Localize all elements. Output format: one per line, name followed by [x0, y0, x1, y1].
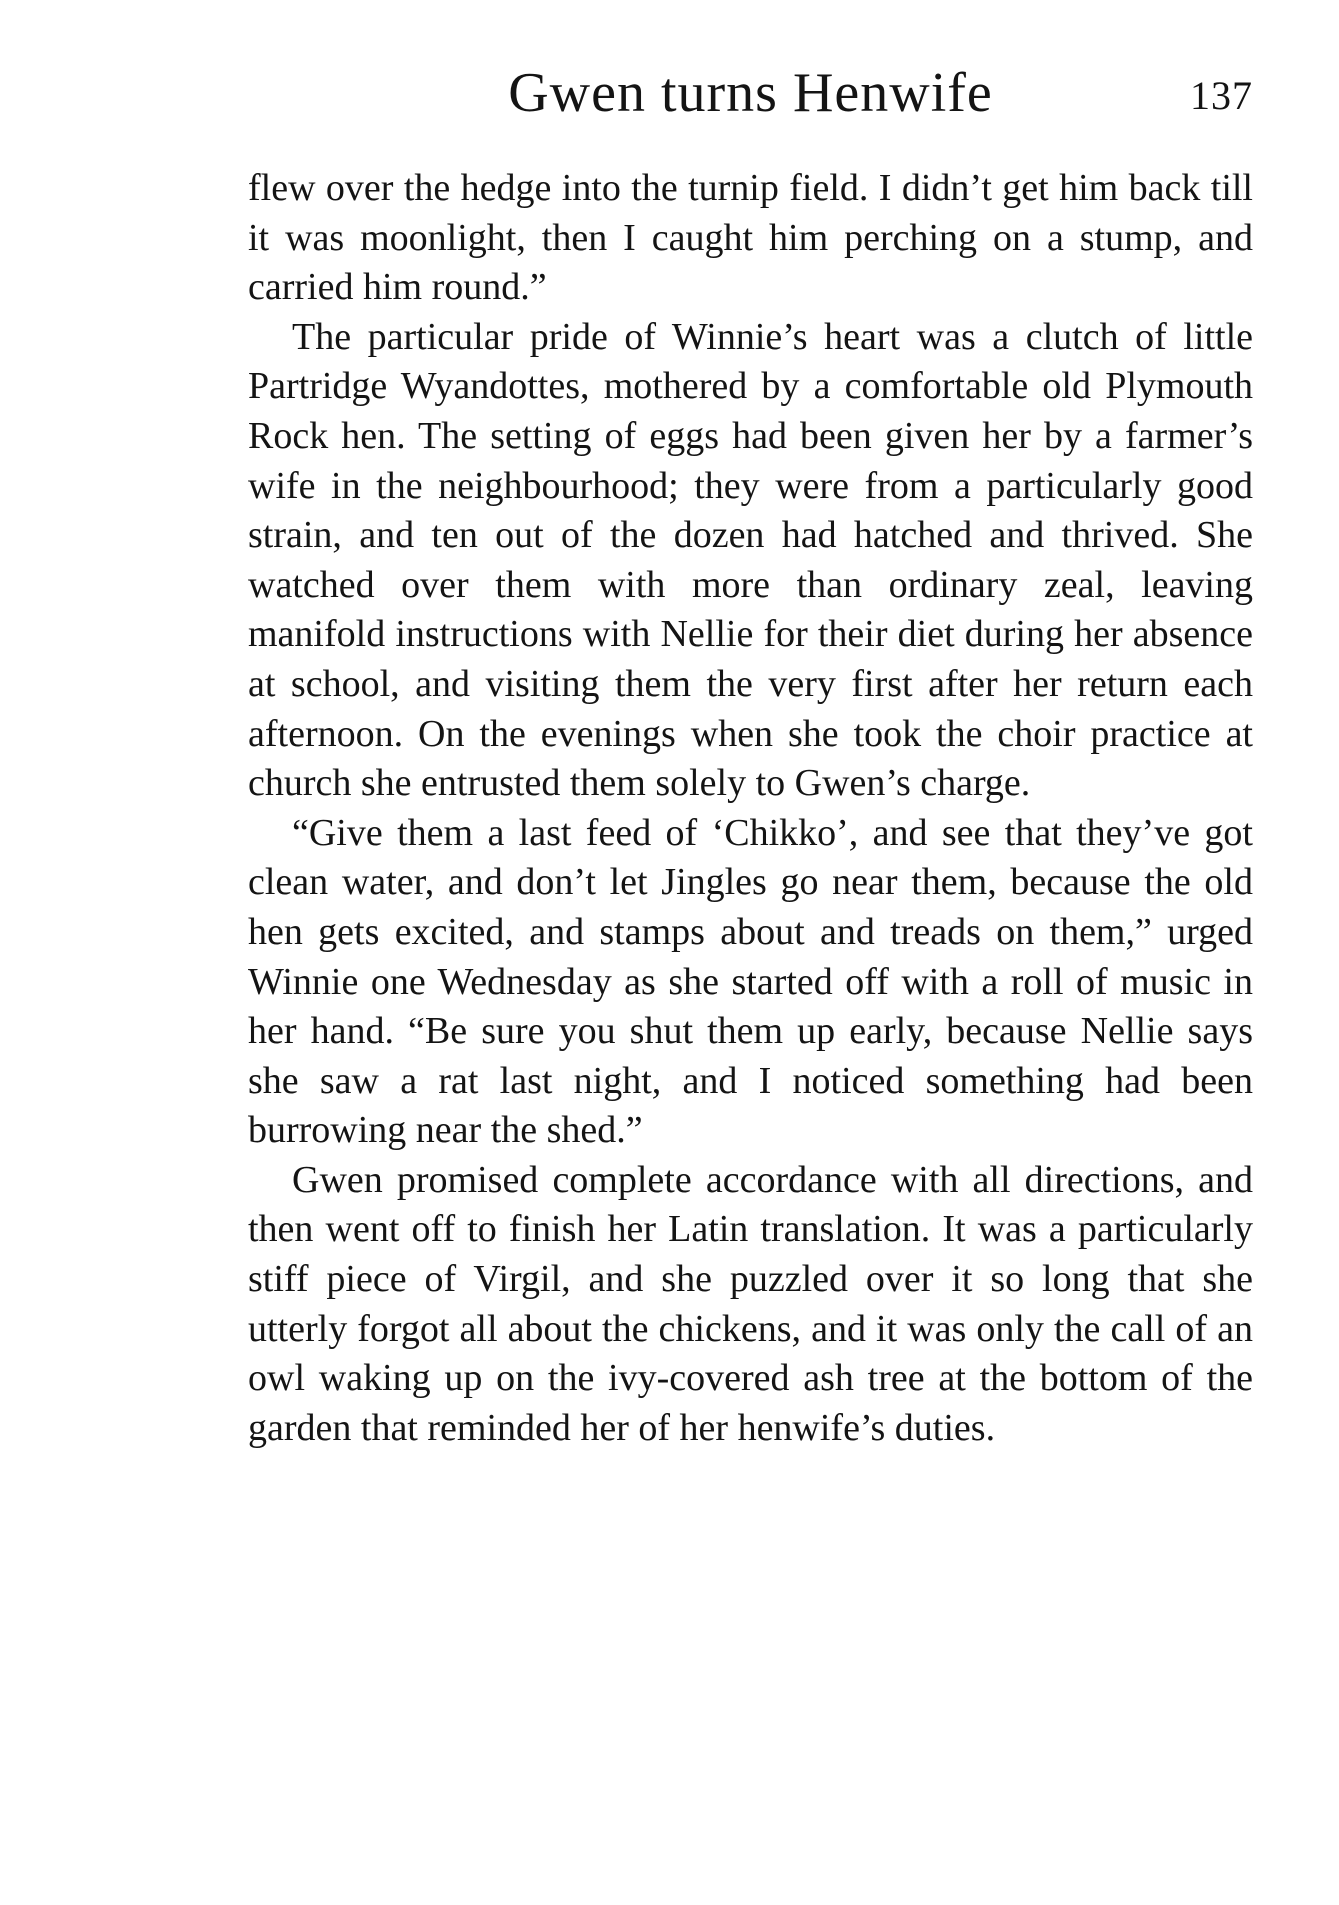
body-text: [248, 164, 1253, 1453]
paragraph-gwen-latin: Gwen promised complete accordance with all directions, and then went off to finish her Latin translation. It was a particularly stiff piece of Virgil, and she puzzled over it so long that she utterly forgot all about the chickens, and it was only the call of an owl waking up on the ivy-covered ash tree at the bottom of the garden that reminded her of her henwife’s duties.: [248, 1158, 1253, 1449]
paragraph-winnie-instructions: “Give them a last feed of ‘Chikko’, and see that they’ve got clean water, and don’t let Jingles go near them, because the old hen gets excited, and stamps about and treads on them,” urged Winnie one Wednesday as she started off with a roll of music in her hand. “Be sure you shut them up early, because Nellie says she saw a rat last night, and I noticed something had been burrowing near the shed.”: [248, 811, 1253, 1152]
running-head: [248, 58, 1253, 128]
paragraph-continuation: flew over the hedge into the turnip field. I didn’t get him back till it was moonlight, then I caught him perching on a stump, and carried him round.”: [248, 167, 1253, 309]
page-number: 137: [1190, 73, 1253, 118]
paragraph-wyandottes: The particular pride of Winnie’s heart was a clutch of little Partridge Wyandottes, mothered by a comfortable old Plymouth Rock hen. The setting of eggs had been given her by a farmer’s wife in the neighbourhood; they were from a particularly good strain, and ten out of the dozen had hatched and thrived. She watched over them with more than ordinary zeal, leaving manifold instructions with Nellie for their diet during her absence at school, and visiting them the very first after her return each afternoon. On the evenings when she took the choir practice at church she entrusted them solely to Gwen’s charge.: [248, 315, 1253, 805]
running-title: Gwen turns Henwife: [508, 62, 993, 124]
